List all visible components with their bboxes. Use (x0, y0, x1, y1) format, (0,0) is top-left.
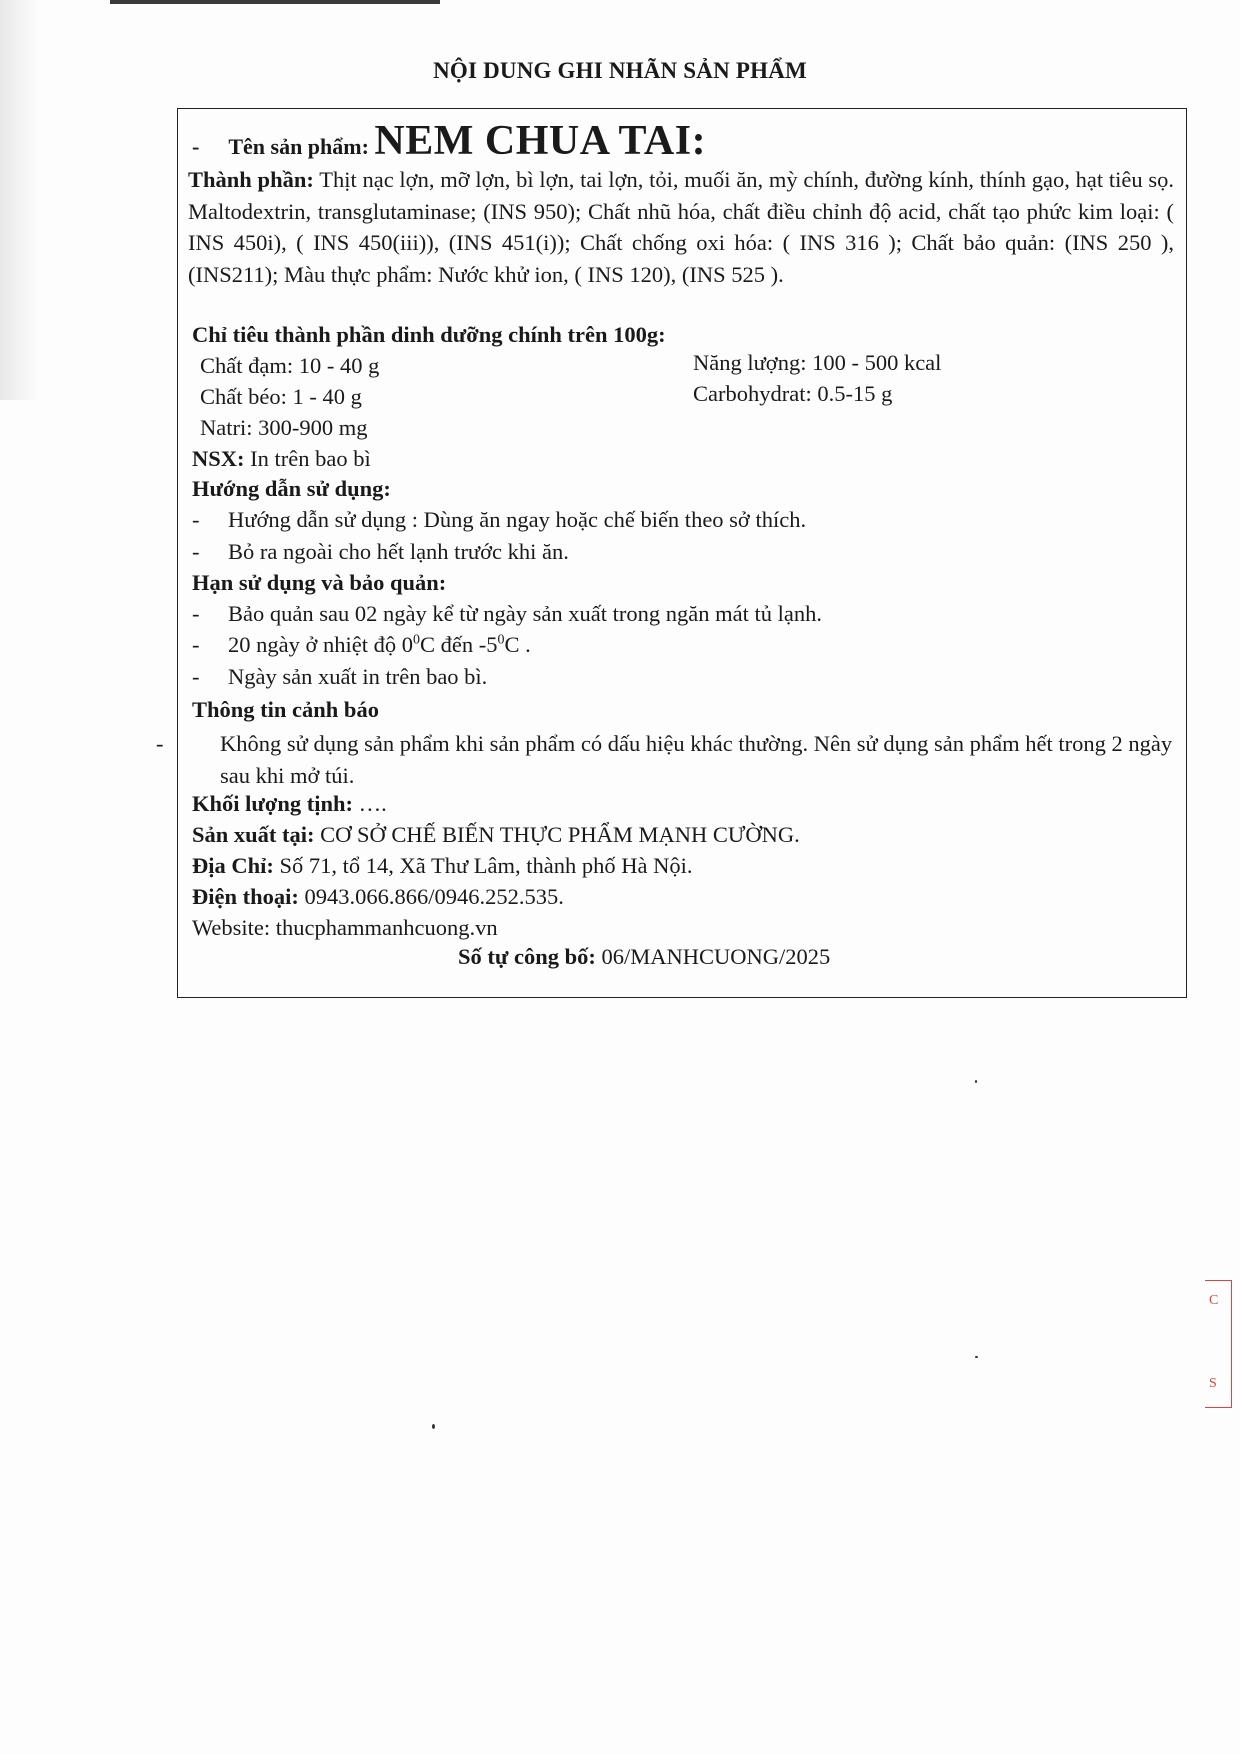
storage-item-text: Ngày sản xuất in trên bao bì. (228, 664, 488, 689)
address-line (192, 853, 693, 879)
nsx-label: NSX: (192, 446, 245, 471)
scan-edge-top (110, 0, 440, 4)
phone-value: 0943.066.866/0946.252.535. (304, 884, 564, 909)
storage-heading: Hạn sử dụng và bảo quản: (192, 570, 447, 595)
degree-sup: 0 (497, 632, 505, 648)
declaration-label: Số tự công bố: (458, 944, 596, 969)
storage-temp-part: C . (504, 632, 531, 657)
storage-temp-part: C đến -5 (420, 632, 498, 657)
declaration-line (458, 944, 830, 970)
website-line (192, 915, 498, 941)
ingredients-paragraph (188, 164, 1174, 290)
storage-item-text: Bảo quản sau 02 ngày kể từ ngày sản xuất trong ngăn mát tủ lạnh. (228, 601, 822, 626)
scan-speck (975, 1356, 978, 1358)
usage-heading: Hướng dẫn sử dụng: (192, 476, 391, 501)
document-title: NỘI DUNG GHI NHÃN SẢN PHẨM (433, 58, 807, 83)
product-name-row (192, 117, 706, 165)
warning-heading: Thông tin cảnh báo (192, 697, 379, 722)
storage-item: - Ngày sản xuất in trên bao bì. (192, 664, 488, 689)
nutrition-heading: Chỉ tiêu thành phần dinh dưỡng chính trên 100g: (192, 322, 666, 347)
degree-sup: 0 (413, 632, 420, 648)
phone-line (192, 884, 564, 910)
phone-label: Điện thoại: (192, 884, 299, 909)
manufacturer-value: CƠ SỞ CHẾ BIẾN THỰC PHẨM MẠNH CƯỜNG. (320, 822, 800, 847)
usage-item-text: Hướng dẫn sử dụng : Dùng ăn ngay hoặc chế biến theo sở thích. (228, 507, 807, 532)
storage-temp-part: 20 ngày ở nhiệt độ 0 (228, 632, 413, 657)
stamp-glyph-icon: C (1209, 1293, 1219, 1308)
stamp-glyph-icon: S (1209, 1376, 1217, 1391)
manufacturer-label: Sản xuất tại: (192, 822, 315, 847)
scan-speck (975, 1080, 977, 1083)
nutrition-protein: Chất đạm: 10 - 40 g (200, 353, 380, 378)
declaration-value: 06/MANHCUONG/2025 (601, 944, 831, 969)
nsx-line (192, 446, 371, 472)
product-name: NEM CHUA TAI: (374, 118, 707, 164)
address-value: Số 71, tổ 14, Xã Thư Lâm, thành phố Hà Nội. (279, 853, 693, 878)
storage-item: - Bảo quản sau 02 ngày kể từ ngày sản xuất trong ngăn mát tủ lạnh. (192, 601, 822, 626)
red-stamp-mark (1205, 1280, 1232, 1408)
nutrition-sodium: Natri: 300-900 mg (200, 415, 368, 440)
ingredients-text: Thịt nạc lợn, mỡ lợn, bì lợn, tai lợn, tỏi, muối ăn, mỳ chính, đường kính, thính gạo, hạt tiêu sọ. Maltodextrin, transglutaminase; (INS 950); Chất nhũ hóa, chất điều chỉnh độ acid, chất tạo phức kim loại: ( INS 450i), ( INS 450(iii)), (INS 451(i)); Chất chống oxi hóa: ( INS 316 ); Chất bảo quản: (INS 250 ), (INS211); Màu thực phẩm: Nước khử ion, ( INS 120), (INS 525 ). (188, 167, 1174, 287)
nutrition-fat: Chất béo: 1 - 40 g (200, 384, 362, 409)
warning-text: Không sử dụng sản phẩm khi sản phẩm có dấu hiệu khác thường. Nên sử dụng sản phẩm hết trong 2 ngày sau khi mở túi. (220, 731, 1173, 788)
net-weight-value: …. (358, 791, 387, 816)
label-content-box (156, 108, 1187, 998)
ingredients-label: Thành phần: (188, 167, 314, 192)
product-label: Tên sản phẩm: (228, 134, 369, 159)
website-label: Website: (192, 915, 271, 940)
scan-speck (432, 1424, 435, 1429)
address-label: Địa Chỉ: (192, 853, 274, 878)
nutrition-carb: Carbohydrat: 0.5-15 g (693, 381, 893, 406)
usage-item: - Bỏ ra ngoài cho hết lạnh trước khi ăn. (192, 539, 569, 564)
nsx-value: In trên bao bì (250, 446, 371, 471)
net-weight-label: Khối lượng tịnh: (192, 791, 354, 816)
nutrition-energy: Năng lượng: 100 - 500 kcal (693, 350, 942, 375)
website-value[interactable]: thucphammanhcuong.vn (275, 915, 498, 940)
net-weight-line (192, 791, 387, 817)
product-bullet: - (192, 134, 200, 159)
storage-item-temperature: - 20 ngày ở nhiệt độ $0^0C$ đến $-5^0C$ . (192, 632, 531, 657)
warning-item: - Không sử dụng sản phẩm khi sản phẩm có dấu hiệu khác thường. Nên sử dụng sản phẩm hết trong 2 ngày sau khi mở túi. (156, 731, 1173, 788)
manufacturer-line (192, 822, 800, 848)
usage-item: - Hướng dẫn sử dụng : Dùng ăn ngay hoặc chế biến theo sở thích. (192, 507, 807, 532)
usage-item-text: Bỏ ra ngoài cho hết lạnh trước khi ăn. (228, 539, 569, 564)
